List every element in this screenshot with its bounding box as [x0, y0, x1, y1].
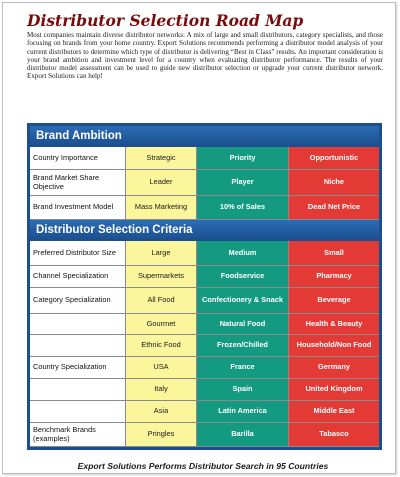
brand-ambition-header: Brand Ambition: [30, 126, 379, 147]
green-cell: Player: [197, 170, 289, 196]
table-row: [30, 241, 379, 266]
yellow-cell: USA: [126, 357, 197, 379]
yellow-cell: Supermarkets: [126, 266, 197, 288]
table-row: [30, 379, 379, 401]
table-row: [30, 288, 379, 314]
table-row: [30, 170, 379, 196]
row-label: [30, 335, 126, 357]
row-label: Category Specialization: [30, 288, 126, 314]
yellow-cell: All Food: [126, 288, 197, 314]
green-cell: 10% of Sales: [197, 196, 289, 220]
green-cell: Barilla: [197, 423, 289, 447]
red-cell: Small: [289, 241, 379, 266]
red-cell: Germany: [289, 357, 379, 379]
red-cell: Dead Net Price: [289, 196, 379, 220]
table-row: [30, 357, 379, 379]
selection-criteria-grid: [30, 241, 379, 447]
row-label: Channel Specialization: [30, 266, 126, 288]
green-cell: France: [197, 357, 289, 379]
yellow-cell: Strategic: [126, 147, 197, 170]
red-cell: Niche: [289, 170, 379, 196]
table-row: [30, 423, 379, 447]
footer-tagline: Export Solutions Performs Distributor Search in 95 Countries: [77, 461, 329, 471]
green-cell: Spain: [197, 379, 289, 401]
table-row: [30, 335, 379, 357]
yellow-cell: Large: [126, 241, 197, 266]
green-cell: Foodservice: [197, 266, 289, 288]
table-row: [30, 266, 379, 288]
yellow-cell: Pringles: [126, 423, 197, 447]
row-label: Brand Investment Model: [30, 196, 126, 220]
yellow-cell: Leader: [126, 170, 197, 196]
table-row: [30, 401, 379, 423]
red-cell: Opportunistic: [289, 147, 379, 170]
page: [2, 2, 396, 474]
red-cell: Tabasco: [289, 423, 379, 447]
row-label: Preferred Distributor Size: [30, 241, 126, 266]
red-cell: Middle East: [289, 401, 379, 423]
red-cell: Health & Beauty: [289, 314, 379, 335]
table-row: [30, 147, 379, 170]
yellow-cell: Italy: [126, 379, 197, 401]
selection-criteria-header: Distributor Selection Criteria: [30, 220, 379, 241]
page-title: Distributor Selection Road Map: [27, 11, 304, 30]
table-row: [30, 314, 379, 335]
road-map-table: [27, 123, 382, 450]
green-cell: Priority: [197, 147, 289, 170]
brand-ambition-grid: [30, 147, 379, 220]
row-label: [30, 401, 126, 423]
green-cell: Natural Food: [197, 314, 289, 335]
green-cell: Latin America: [197, 401, 289, 423]
row-label: [30, 379, 126, 401]
green-cell: Confectionery & Snack: [197, 288, 289, 314]
red-cell: United Kingdom: [289, 379, 379, 401]
yellow-cell: Mass Marketing: [126, 196, 197, 220]
row-label: [30, 314, 126, 335]
red-cell: Beverage: [289, 288, 379, 314]
row-label: Brand Market Share Objective: [30, 170, 126, 196]
intro-paragraph: Most companies maintain diverse distributor networks: A mix of large and small distributors, category specialists, and those focusing on brands from your home country. Export Solutions recommends performing a distributor model analysis of your current distributors to determine which type of distributor is delivering “Best in Class” results. An important consideration is your brand ambition and investment level for a country when evaluating distributor performance. The results of your distributor model assessment can be used to guide new distributor selection or upgrade your current distributor network. Export Solutions can help!: [27, 31, 383, 81]
row-label: Country Specialization: [30, 357, 126, 379]
yellow-cell: Asia: [126, 401, 197, 423]
green-cell: Medium: [197, 241, 289, 266]
red-cell: Pharmacy: [289, 266, 379, 288]
yellow-cell: Ethnic Food: [126, 335, 197, 357]
yellow-cell: Gourmet: [126, 314, 197, 335]
row-label: Country Importance: [30, 147, 126, 170]
green-cell: Frozen/Chilled: [197, 335, 289, 357]
red-cell: Household/Non Food: [289, 335, 379, 357]
row-label: Benchmark Brands (examples): [30, 423, 126, 447]
table-row: [30, 196, 379, 220]
